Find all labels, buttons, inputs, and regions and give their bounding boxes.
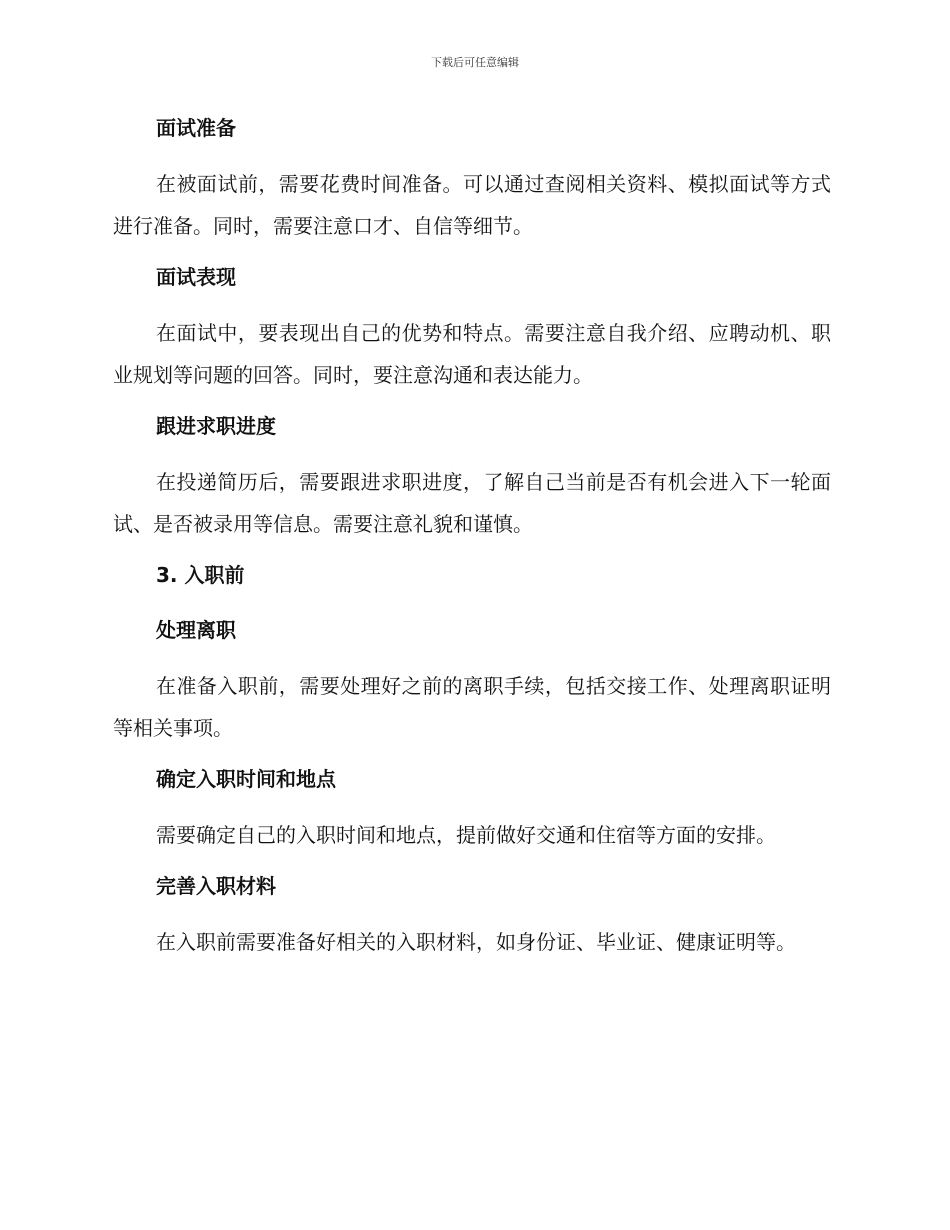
paragraph-follow-up: 在投递简历后，需要跟进求职进度，了解自己当前是否有机会进入下一轮面试、是否被录用等信息。需要注意礼貌和谨慎。 — [113, 470, 831, 536]
section-heading-interview-prep: 面试准备 — [156, 116, 236, 140]
paragraph-resignation: 在准备入职前，需要处理好之前的离职手续，包括交接工作、处理离职证明等相关事项。 — [113, 674, 831, 740]
section-heading-resignation: 处理离职 — [156, 618, 236, 642]
section-heading-before-onboarding: 3. 入职前 — [156, 563, 245, 587]
section-heading-onboarding-time-place: 确定入职时间和地点 — [156, 767, 336, 791]
section-heading-follow-up: 跟进求职进度 — [156, 414, 276, 438]
page-header-note: 下载后可任意编辑 — [431, 56, 519, 69]
section-heading-interview-performance: 面试表现 — [156, 265, 236, 289]
paragraph-onboarding-materials: 在入职前需要准备好相关的入职材料，如身份证、毕业证、健康证明等。 — [156, 930, 796, 954]
paragraph-onboarding-time-place: 需要确定自己的入职时间和地点，提前做好交通和住宿等方面的安排。 — [156, 823, 776, 847]
paragraph-interview-performance: 在面试中，要表现出自己的优势和特点。需要注意自我介绍、应聘动机、职业规划等问题的回答。同时，要注意沟通和表达能力。 — [113, 321, 831, 387]
paragraph-interview-prep: 在被面试前，需要花费时间准备。可以通过查阅相关资料、模拟面试等方式进行准备。同时，需要注意口才、自信等细节。 — [113, 172, 831, 238]
section-heading-onboarding-materials: 完善入职材料 — [156, 874, 276, 898]
document-body — [113, 108, 831, 973]
